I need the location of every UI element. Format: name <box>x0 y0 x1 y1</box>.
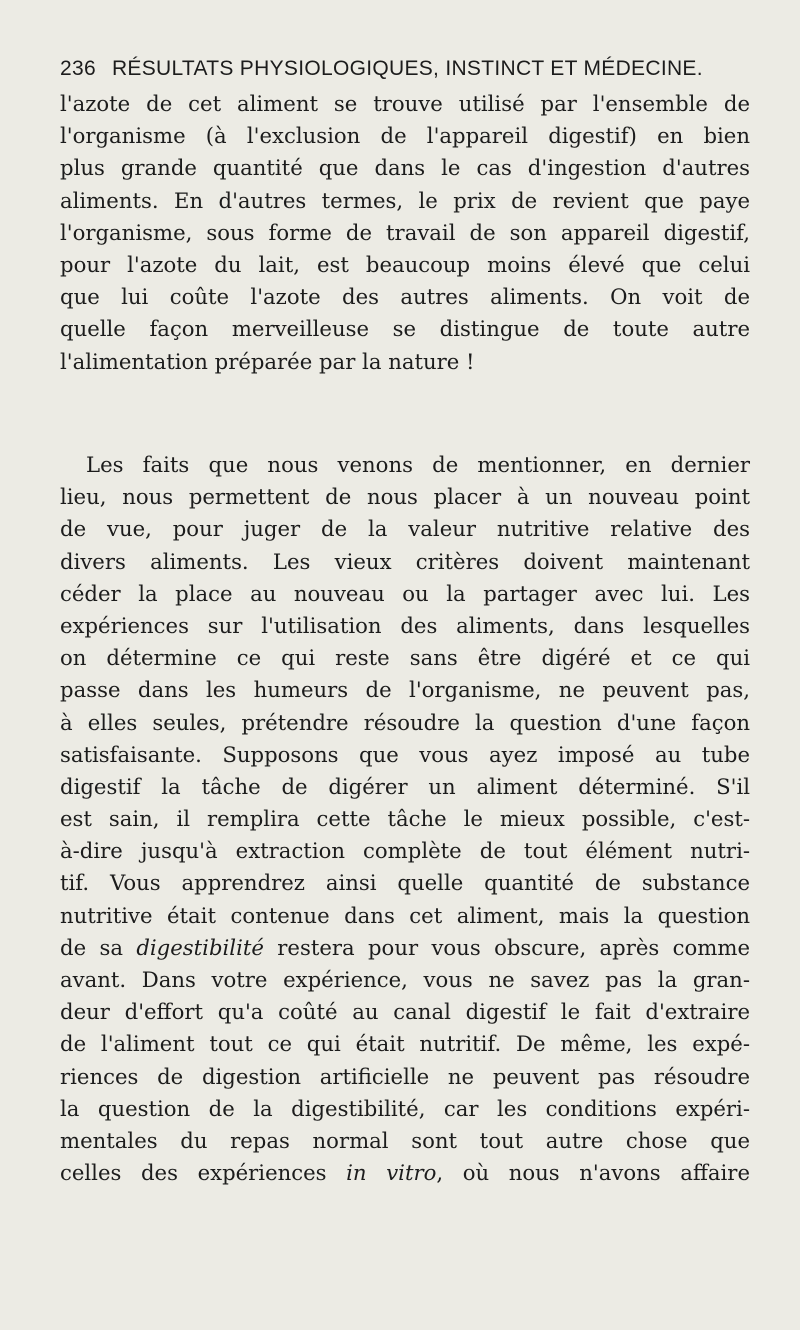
text-line: l'organisme, sous forme de travail de son appareil digestif, <box>60 219 750 245</box>
page-number: 236 <box>60 57 96 80</box>
text-fragment: , où nous n'avons affaire <box>436 1160 750 1186</box>
text-line: de vue, pour juger de la valeur nutritive relative des <box>60 516 750 542</box>
text-line: quelle façon merveilleuse se distingue de toute autre <box>60 316 750 342</box>
text-line: l'azote de cet aliment se trouve utilisé par l'ensemble de <box>60 91 750 116</box>
text-line: l'organisme (à l'exclusion de l'appareil digestif) en bien <box>60 123 750 149</box>
text-line: est sain, il remplira cette tâche le mieux possible, c'est- <box>60 806 750 832</box>
text-line: expériences sur l'utilisation des aliments, dans lesquelles <box>60 612 750 638</box>
text-line: plus grande quantité que dans le cas d'ingestion d'autres <box>60 155 750 181</box>
text-line <box>60 1157 750 1189</box>
text-fragment: restera pour vous obscure, après comme <box>263 934 750 960</box>
text-line <box>60 932 750 964</box>
paragraph-1 <box>60 88 750 378</box>
text-line: satisfaisante. Supposons que vous ayez imposé au tube <box>60 741 750 767</box>
text-line: que lui coûte l'azote des autres aliments. On voit de <box>60 284 750 310</box>
text-line: aliments. En d'autres termes, le prix de revient que paye <box>60 187 750 213</box>
text-line: pour l'azote du lait, est beaucoup moins élevé que celui <box>60 251 750 277</box>
text-line: à-dire jusqu'à extraction complète de tout élément nutri- <box>60 838 750 864</box>
text-line: céder la place au nouveau ou la partager avec lui. Les <box>60 580 750 606</box>
italic-term: in vitro <box>346 1160 437 1186</box>
text-line: avant. Dans votre expérience, vous ne savez pas la gran- <box>60 967 750 992</box>
book-page <box>60 0 750 1330</box>
paragraph-2 <box>60 449 750 1189</box>
text-line: l'alimentation préparée par la nature ! <box>60 348 475 374</box>
text-line: divers aliments. Les vieux critères doivent maintenant <box>60 548 750 574</box>
italic-term: digestibilité <box>136 934 264 960</box>
text-line: nutritive était contenue dans cet aliment, mais la question <box>60 902 750 928</box>
running-head <box>60 57 750 87</box>
text-line: digestif la tâche de digérer un aliment déterminé. S'il <box>60 773 750 799</box>
text-line: à elles seules, prétendre résoudre la question d'une façon <box>60 709 750 735</box>
text-line: de l'aliment tout ce qui était nutritif. De même, les expé- <box>60 1031 750 1057</box>
text-line: mentales du repas normal sont tout autre chose que <box>60 1127 750 1153</box>
text-line: tif. Vous apprendrez ainsi quelle quantité de substance <box>60 870 750 896</box>
text-line: passe dans les humeurs de l'organisme, ne peuvent pas, <box>60 677 750 703</box>
text-line: lieu, nous permettent de nous placer à un nouveau point <box>60 484 750 510</box>
text-line: Les faits que nous venons de mentionner, en dernier <box>86 452 750 477</box>
text-fragment: celles des expériences <box>60 1160 347 1186</box>
text-line: deur d'effort qu'a coûté au canal digestif le fait d'extraire <box>60 999 750 1025</box>
text-line: la question de la digestibilité, car les conditions expéri- <box>60 1095 750 1121</box>
text-line: on détermine ce qui reste sans être digéré et ce qui <box>60 645 750 671</box>
running-title: RÉSULTATS PHYSIOLOGIQUES, INSTINCT ET MÉDECINE. <box>111 57 703 80</box>
text-line: riences de digestion artificielle ne peuvent pas résoudre <box>60 1063 750 1089</box>
text-fragment: de sa <box>60 934 137 960</box>
